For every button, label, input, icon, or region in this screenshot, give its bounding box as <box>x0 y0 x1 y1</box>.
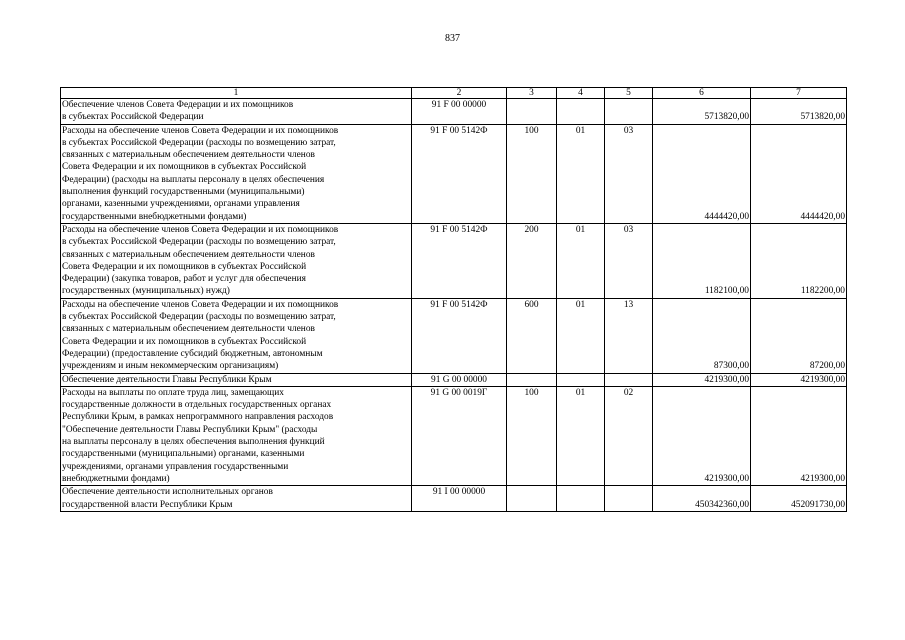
row-section-cell: 01 <box>557 386 605 485</box>
column-header: 7 <box>751 88 847 99</box>
row-sum-year2-cell: 4219300,00 <box>751 373 847 386</box>
row-sum-year2-cell: 5713820,00 <box>751 99 847 125</box>
table-row <box>61 223 847 298</box>
row-sum-year1-cell: 5713820,00 <box>653 99 751 125</box>
row-code-cell: 91 F 00 5142Ф <box>412 124 507 223</box>
row-section-cell <box>557 486 605 512</box>
row-sum-year2-cell: 1182200,00 <box>751 223 847 298</box>
row-sum-year1-cell: 4444420,00 <box>653 124 751 223</box>
row-expense-type-cell <box>507 486 557 512</box>
row-section-cell: 01 <box>557 298 605 373</box>
row-sum-year1-cell: 4219300,00 <box>653 373 751 386</box>
row-expense-type-cell <box>507 373 557 386</box>
budget-table <box>60 87 847 512</box>
row-subsection-cell: 02 <box>605 386 653 485</box>
row-section-cell: 01 <box>557 223 605 298</box>
row-name-cell: Обеспечение членов Совета Федерации и их помощников в субъектах Российской Федерации <box>61 99 412 125</box>
table-row <box>61 298 847 373</box>
column-header: 6 <box>653 88 751 99</box>
row-sum-year2-cell: 452091730,00 <box>751 486 847 512</box>
column-header: 3 <box>507 88 557 99</box>
row-subsection-cell <box>605 99 653 125</box>
table-row <box>61 486 847 512</box>
table-row <box>61 124 847 223</box>
row-section-cell <box>557 373 605 386</box>
row-expense-type-cell: 100 <box>507 124 557 223</box>
table-row <box>61 373 847 386</box>
row-name-cell: Обеспечение деятельности исполнительных органов государственной власти Республики Крым <box>61 486 412 512</box>
row-expense-type-cell <box>507 99 557 125</box>
page-number: 837 <box>445 33 460 44</box>
row-expense-type-cell: 100 <box>507 386 557 485</box>
row-sum-year1-cell: 450342360,00 <box>653 486 751 512</box>
row-name-cell: Обеспечение деятельности Главы Республики Крым <box>61 373 412 386</box>
row-subsection-cell <box>605 486 653 512</box>
column-header: 5 <box>605 88 653 99</box>
row-sum-year2-cell: 4444420,00 <box>751 124 847 223</box>
row-sum-year2-cell: 87200,00 <box>751 298 847 373</box>
row-code-cell: 91 G 00 0019Г <box>412 386 507 485</box>
row-sum-year1-cell: 4219300,00 <box>653 386 751 485</box>
table-header-row <box>61 88 847 99</box>
row-name-cell: Расходы на обеспечение членов Совета Федерации и их помощников в субъектах Российской Федерации (расходы по возмещению затрат, связанных с материальным обеспечением деятельности членов Совета Федерации и их помощников в субъектах Российской Федерации) (закупка товаров, работ и услуг для обеспечения государственных (муниципальных) нужд) <box>61 223 412 298</box>
row-subsection-cell: 03 <box>605 223 653 298</box>
row-code-cell: 91 G 00 00000 <box>412 373 507 386</box>
row-name-cell: Расходы на обеспечение членов Совета Федерации и их помощников в субъектах Российской Федерации (расходы по возмещению затрат, связанных с материальным обеспечением деятельности членов Совета Федерации и их помощников в субъектах Российской Федерации) (предоставление субсидий бюджетным, автономным учреждениям и иным некоммерческим организациям) <box>61 298 412 373</box>
table-row <box>61 99 847 125</box>
row-expense-type-cell: 600 <box>507 298 557 373</box>
row-name-cell: Расходы на обеспечение членов Совета Федерации и их помощников в субъектах Российской Федерации (расходы по возмещению затрат, связанных с материальным обеспечением деятельности членов Совета Федерации и их помощников в субъектах Российской Федерации) (расходы на выплаты персоналу в целях обеспечения выполнения функций государственными (муниципальными) органами, казенными учреждениями, органами управления государственными внебюджетными фондами) <box>61 124 412 223</box>
row-sum-year1-cell: 87300,00 <box>653 298 751 373</box>
column-header: 4 <box>557 88 605 99</box>
column-header: 2 <box>412 88 507 99</box>
column-header: 1 <box>61 88 412 99</box>
row-name-cell: Расходы на выплаты по оплате труда лиц, замещающих государственные должности в отдельных государственных органах Республики Крым, в рамках непрограммного направления расходов "Обеспечение деятельности Главы Республики Крым" (расходы на выплаты персоналу в целях обеспечения выполнения функций государственными (муниципальными) органами, казенными учреждениями, органами управления государственными внебюджетными фондами) <box>61 386 412 485</box>
row-subsection-cell: 03 <box>605 124 653 223</box>
row-section-cell: 01 <box>557 124 605 223</box>
table-row <box>61 386 847 485</box>
row-sum-year1-cell: 1182100,00 <box>653 223 751 298</box>
row-expense-type-cell: 200 <box>507 223 557 298</box>
row-section-cell <box>557 99 605 125</box>
row-code-cell: 91 F 00 5142Ф <box>412 223 507 298</box>
row-subsection-cell <box>605 373 653 386</box>
row-code-cell: 91 F 00 5142Ф <box>412 298 507 373</box>
row-code-cell: 91 F 00 00000 <box>412 99 507 125</box>
row-subsection-cell: 13 <box>605 298 653 373</box>
row-code-cell: 91 I 00 00000 <box>412 486 507 512</box>
row-sum-year2-cell: 4219300,00 <box>751 386 847 485</box>
